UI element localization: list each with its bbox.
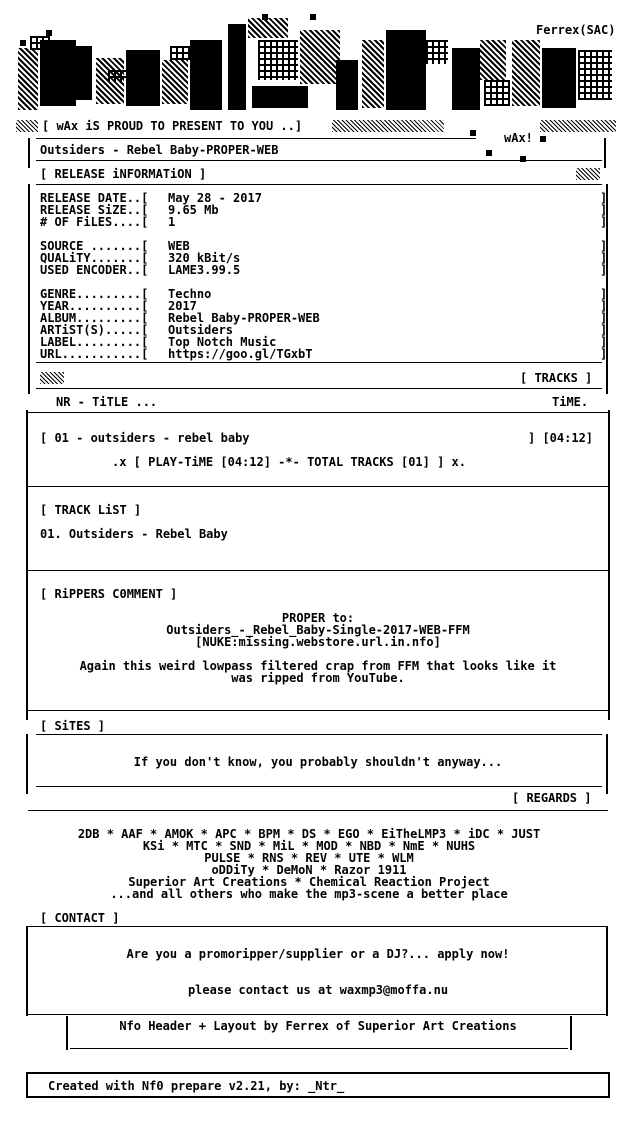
- author-tag: Ferrex(SAC): [536, 23, 616, 37]
- closing-bracket: ]: [600, 215, 608, 229]
- hatch-strip: [540, 120, 616, 132]
- field-value: Techno: [168, 287, 212, 301]
- tracks-header: [ TRACKS ]: [520, 371, 593, 385]
- created-with: Created with Nf0 prepare v2.21, by: _Ntr_: [48, 1079, 345, 1093]
- field-label: ALBUM.........[: [40, 311, 149, 325]
- field-value: 320 kBit/s: [168, 251, 241, 265]
- field-value: WEB: [168, 239, 190, 253]
- closing-bracket: ]: [600, 347, 608, 361]
- track-list-item: 01. Outsiders - Rebel Baby: [40, 527, 228, 541]
- field-value: Rebel Baby-PROPER-WEB: [168, 311, 320, 325]
- field-label: YEAR..........[: [40, 299, 149, 313]
- field-label: RELEASE SiZE..[: [40, 203, 149, 217]
- track-title: [ 01 - outsiders - rebel baby: [40, 431, 250, 445]
- regards-line: KSi * MTC * SND * MiL * MOD * NBD * NmE * NUHS: [142, 839, 476, 853]
- closing-bracket: ]: [600, 191, 608, 205]
- field-label: URL...........[: [40, 347, 149, 361]
- release-title: Outsiders - Rebel Baby-PROPER-WEB: [40, 143, 279, 157]
- field-value: Outsiders: [168, 323, 234, 337]
- regards-line: Superior Art Creations * Chemical Reaction Project: [128, 875, 490, 889]
- release-info-header: [ RELEASE iNFORMATiON ]: [40, 167, 207, 181]
- layout-credit: Nfo Header + Layout by Ferrex of Superior Art Creations: [119, 1019, 517, 1033]
- field-label: ARTiST(S).....[: [40, 323, 149, 337]
- track-list-header: [ TRACK LiST ]: [40, 503, 142, 517]
- hatch-strip: [40, 372, 64, 384]
- field-label: QUALiTY.......[: [40, 251, 149, 265]
- contact-email: please contact us at waxmp3@moffa.nu: [187, 983, 449, 997]
- hatch-strip: [332, 120, 444, 132]
- sites-text: If you don't know, you probably shouldn't anyway...: [133, 755, 503, 769]
- rippers-comment-header: [ RiPPERS C0MMENT ]: [40, 587, 178, 601]
- closing-bracket: ]: [600, 335, 608, 349]
- regards-line: 2DB * AAF * AMOK * APC * BPM * DS * EGO * EiTheLMP3 * iDC * JUST: [77, 827, 541, 841]
- field-value: https://goo.gl/TGxbT: [168, 347, 313, 361]
- closing-bracket: ]: [600, 203, 608, 217]
- sites-header: [ SiTES ]: [40, 719, 106, 733]
- closing-bracket: ]: [600, 287, 608, 301]
- field-value: 9.65 Mb: [168, 203, 219, 217]
- group-signature: wAx!: [504, 131, 533, 145]
- col-time: TiME.: [552, 395, 589, 409]
- track-time: ] [04:12]: [528, 431, 594, 445]
- hatch-strip: [576, 168, 600, 180]
- field-value: LAME3.99.5: [168, 263, 241, 277]
- comment-paragraph: was ripped from YouTube.: [231, 671, 405, 685]
- contact-apply: Are you a promoripper/supplier or a DJ?... apply now!: [126, 947, 510, 961]
- comment-line: PROPER to:: [281, 611, 355, 625]
- field-value: 1: [168, 215, 176, 229]
- field-label: SOURCE .......[: [40, 239, 149, 253]
- comment-paragraph: Again this weird lowpass filtered crap from FFM that looks like it: [79, 659, 557, 673]
- regards-line: oDDiTy * DeMoN * Razor 1911: [211, 863, 407, 877]
- comment-line: [NUKE:missing.webstore.url.in.nfo]: [195, 635, 441, 649]
- field-label: GENRE.........[: [40, 287, 149, 301]
- regards-header: [ REGARDS ]: [512, 791, 592, 805]
- closing-bracket: ]: [600, 263, 608, 277]
- closing-bracket: ]: [600, 251, 608, 265]
- regards-line: ...and all others who make the mp3-scene a better place: [110, 887, 508, 901]
- comment-line: Outsiders_-_Rebel_Baby-Single-2017-WEB-FFM: [166, 623, 470, 637]
- logo: [0, 0, 632, 133]
- tracks-summary: .x [ PLAY-TiME [04:12] -*- TOTAL TRACKS [01] ] x.: [112, 455, 467, 469]
- field-value: 2017: [168, 299, 197, 313]
- present-line: [ wAx iS PROUD TO PRESENT TO YOU ..]: [42, 119, 303, 133]
- field-label: USED ENCODER..[: [40, 263, 149, 277]
- field-value: May 28 - 2017: [168, 191, 262, 205]
- closing-bracket: ]: [600, 239, 608, 253]
- closing-bracket: ]: [600, 299, 608, 313]
- field-value: Top Notch Music: [168, 335, 277, 349]
- regards-line: PULSE * RNS * REV * UTE * WLM: [204, 851, 414, 865]
- col-nr-title: NR - TiTLE ...: [56, 395, 158, 409]
- field-label: RELEASE DATE..[: [40, 191, 149, 205]
- field-label: # OF FiLES....[: [40, 215, 149, 229]
- field-label: LABEL.........[: [40, 335, 149, 349]
- hatch-strip: [16, 120, 38, 132]
- closing-bracket: ]: [600, 311, 608, 325]
- closing-bracket: ]: [600, 323, 608, 337]
- contact-header: [ CONTACT ]: [40, 911, 120, 925]
